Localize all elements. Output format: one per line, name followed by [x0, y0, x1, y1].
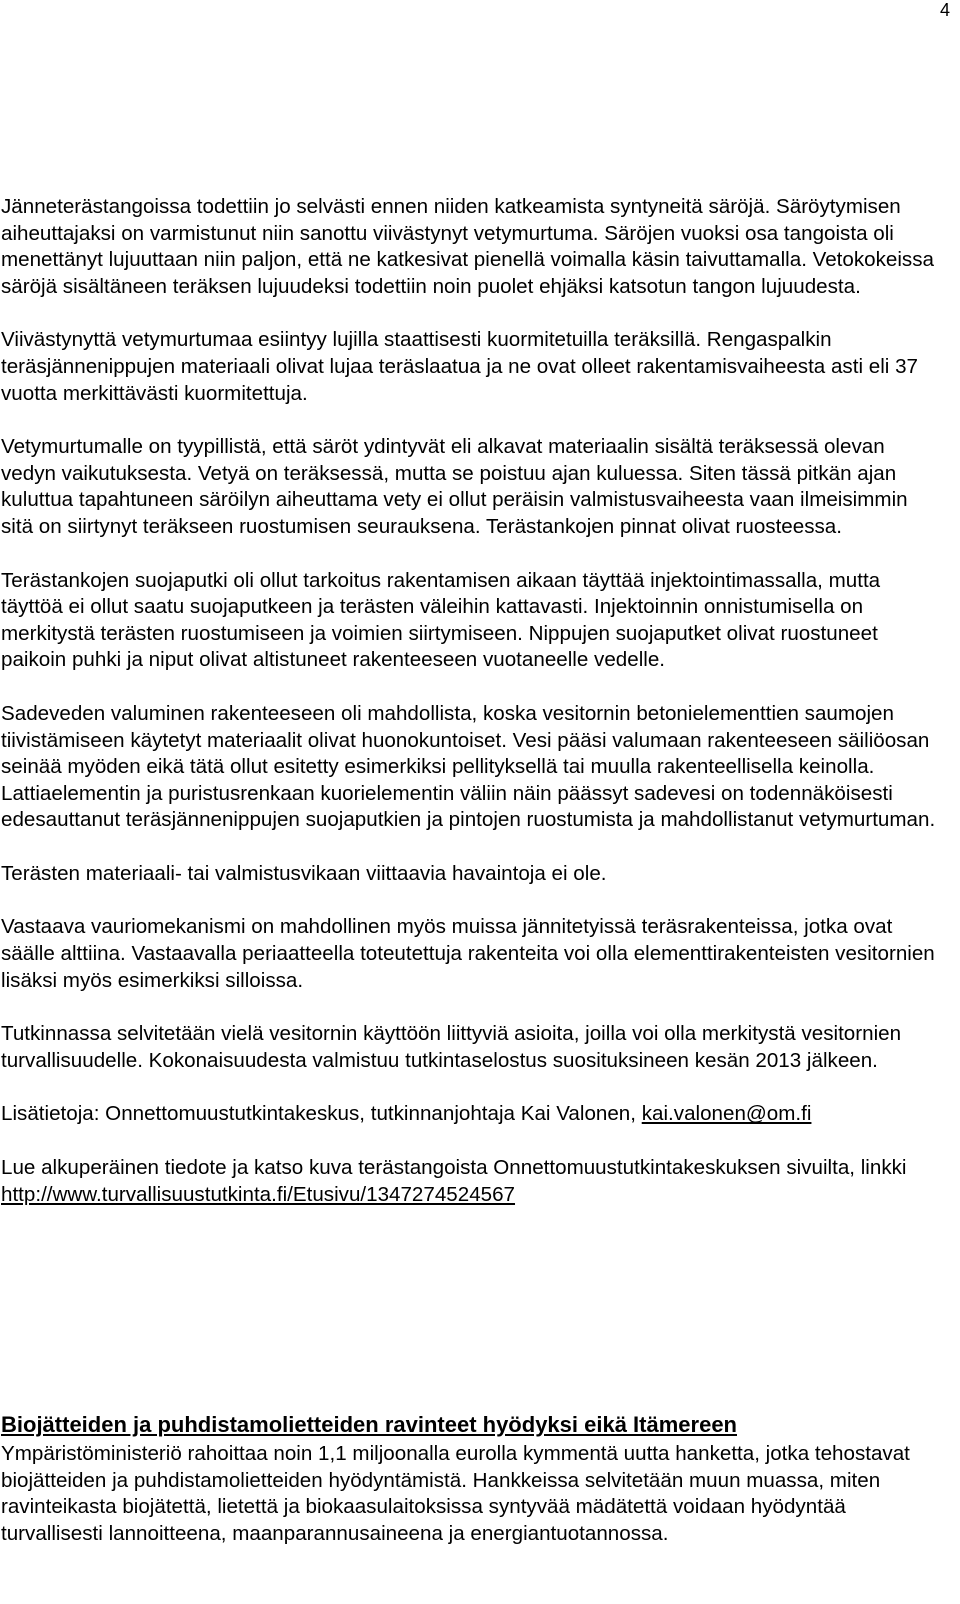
article-body	[1, 194, 941, 1208]
paragraph-cracks: Jänneterästangoissa todettiin jo selvästi ennen niiden katkeamista syntyneitä säröjä. Säröytymisen aiheuttajaksi on varmistunut niin sanottu viivästynyt vetymurtuma. Säröjen vuoksi osa tangoista oli menettänyt lujuuttaan niin paljon, että ne katkesivat pienellä voimalla käsin taivuttamalla. Vetokokeissa säröjä sisältäneen teräksen lujuudeksi todettiin noin puolet ehjäksi katsotun tangon lujuudesta.	[1, 195, 934, 298]
paragraph-hydrogen-embrittlement: Viivästynyttä vetymurtumaa esiintyy lujilla staattisesti kuormitetuilla teräksillä. Rengaspalkin teräsjännenippujen materiaali olivat lujaa teräslaatua ja ne ovat olleet rakentamisvaiheesta asti eli 37 vuotta merkittävästi kuormitettuja.	[1, 328, 918, 405]
original-release-line	[1, 1155, 941, 1208]
paragraph-similar-mechanism: Vastaava vauriomekanismi on mahdollinen myös muissa jännitetyissä teräsrakenteissa, jotka ovat säälle alttiina. Vastaavalla periaatteella toteutettuja rakenteita voi olla elementtirakenteisten vesitornien lisäksi myös esimerkiksi silloissa.	[1, 915, 935, 992]
original-release-link[interactable]: http://www.turvallisuustutkinta.fi/Etusivu/1347274524567	[1, 1182, 516, 1206]
original-release-text: Lue alkuperäinen tiedote ja katso kuva terästangoista Onnettomuustutkintakeskuksen sivuilta, linkki	[1, 1156, 907, 1180]
paragraph-material-defects: Terästen materiaali- tai valmistusvikaan viittaavia havaintoja ei ole.	[1, 861, 607, 885]
paragraph-rainwater: Sadeveden valuminen rakenteeseen oli mahdollista, koska vesitornin betonielementtien saumojen tiivistämiseen käytetyt materiaalit olivat huonokuntoiset. Vesi pääsi valumaan rakenteeseen säiliöosan seinää myöden eikä tätä ollut esitetty esimerkiksi pellityksellä tai muulla rakenteellisella keinolla. Lattiaelementin ja puristusrenkaan kuorielementin väliin näin päässyt sadevesi on todennäköisesti edesauttanut teräsjännenippujen suojaputkien ja pintojen ruostumista ja mahdollistanut vetymurtuman.	[1, 701, 936, 832]
section-body: Ympäristöministeriö rahoittaa noin 1,1 miljoonalla eurolla kymmentä uutta hanketta, jotka tehostavat biojätteiden ja puhdistamolietteiden hyödyntämistä. Hankkeissa selvitetään muun muassa, miten ravinteikasta biojätettä, lietettä ja biokaasulaitoksissa syntyvää mädätettä voidaan hyödyntää turvallisesti lannoitteena, maanparannusaineena ja energiantuotannossa.	[1, 1442, 910, 1545]
page-number: 4	[939, 0, 950, 20]
contact-email-link[interactable]: kai.valonen@om.fi	[641, 1102, 812, 1126]
paragraph-investigation: Tutkinnassa selvitetään vielä vesitornin käyttöön liittyviä asioita, joilla voi olla merkitystä vesitornien turvallisuudelle. Kokonaisuudesta valmistuu tutkintaselostus suosituksineen kesän 2013 jälkeen.	[1, 1022, 902, 1072]
section-heading: Biojätteiden ja puhdistamolietteiden ravinteet hyödyksi eikä Itämereen	[1, 1412, 737, 1437]
contact-line	[1, 1101, 941, 1128]
contact-text: Lisätietoja: Onnettomuustutkintakeskus, tutkinnanjohtaja Kai Valonen,	[1, 1102, 642, 1126]
paragraph-crack-nucleation: Vetymurtumalle on tyypillistä, että säröt ydintyvät eli alkavat materiaalin sisältä teräksessä olevan vedyn vaikutuksesta. Vetyä on teräksessä, mutta se poistuu ajan kuluessa. Siten tässä pitkän ajan kuluttua tapahtuneen säröilyn aiheuttama vety ei ollut peräisin valmistusvaiheesta vaan ilmeisimmin sitä on siirtynyt teräkseen ruostumisen seurauksena. Terästankojen pinnat olivat ruosteessa.	[1, 435, 908, 538]
paragraph-protective-tube: Terästankojen suojaputki oli ollut tarkoitus rakentamisen aikaan täyttää injektointimassalla, mutta täyttöä ei ollut saatu suojaputkeen ja terästen väleihin kattavasti. Injektoinnin onnistumisella on merkitystä terästen ruostumiseen ja voimien siirtymiseen. Nippujen suojaputket olivat ruostuneet paikoin puhki ja niput olivat altistuneet rakenteeseen vuotaneelle vedelle.	[1, 568, 881, 672]
